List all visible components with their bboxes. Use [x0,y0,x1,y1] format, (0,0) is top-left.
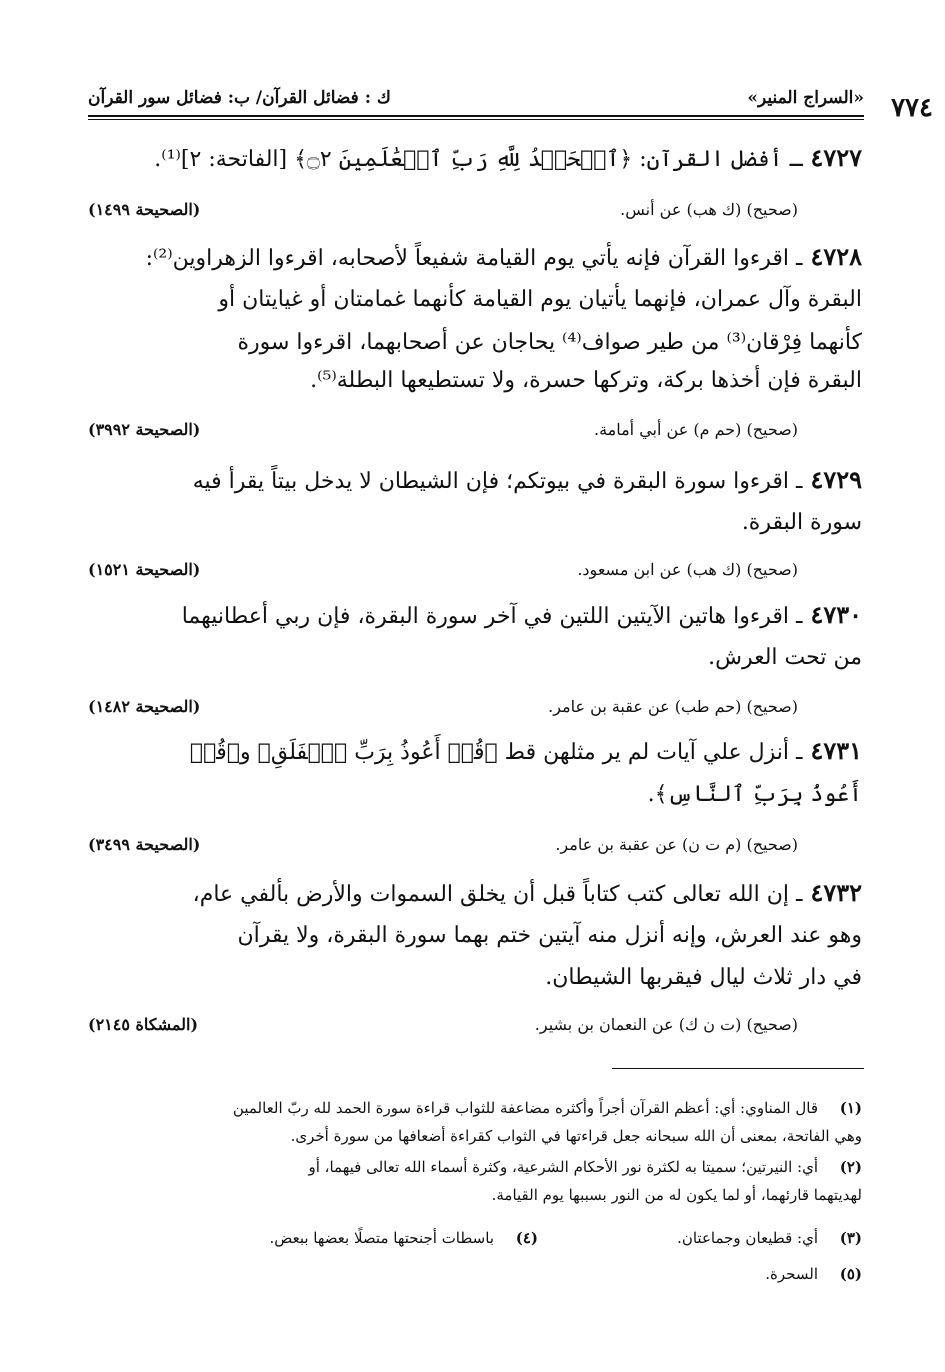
hadith-4728-source [88,420,798,439]
hadith-4730-line-2: من تحت العرش. [708,645,862,670]
hadith-number: ٤٧٣٢ [810,878,862,907]
hadith-4727-source [88,200,798,219]
footnote-mark: (٣) [839,1229,862,1247]
footnote-5-line [88,1262,862,1286]
footnote-text: قال المناوي: أي: أعظم القرآن أجراً وأكثره مضاعفة للثواب قراءة سورة الحمد لله ربّ العالمين [232,1099,818,1117]
footnote-mark: (٢) [839,1158,862,1176]
hadith-4730-line-1 [88,597,862,635]
hadith-4732-source [88,1015,798,1034]
footnote-mark: (١) [839,1099,862,1117]
hadith-number: ٤٧٢٨ [810,242,862,271]
hadith-text: ـ اقرءوا القرآن فإنه يأتي يوم القيامة شفيعاً لأصحابه، اقرءوا الزهراوين⁽²⁾: [145,246,803,271]
grading-source: (صحيح) (ك هب) عن أنس. [620,200,798,219]
reference: (الصحيحة ٣٩٩٢) [88,420,201,439]
hadith-4731-line-2: أَعُوذُ بِرَبِّ ٱلنَّاسِ﴾. [647,782,862,807]
hadith-4730-source [88,697,798,716]
reference: (الصحيحة ١٤٩٩) [88,200,201,219]
footnote-1-line-1 [88,1096,862,1120]
hadith-text: ـ إن الله تعالى كتب كتاباً قبل أن يخلق السموات والأرض بألفي عام، [192,882,803,907]
hadith-text: ـ أفضل القرآن: ﴿ٱلۡحَمۡدُ لِلَّهِ رَبِّ ٱلۡعَٰلَمِينَ ۝٢﴾ [الفاتحة: ٢]⁽¹⁾. [154,147,803,172]
footnote-mark: (٥) [839,1265,862,1283]
page-number: ٧٧٤ [891,93,933,123]
reference: (الصحيحة ٣٤٩٩) [88,835,201,854]
hadith-text: ـ أنزل علي آيات لم ير مثلهن قط ﴿قُلۡ أَعُوذُ بِرَبِّ ٱلۡفَلَقِ﴾ و﴿قُلۡ [189,740,803,765]
footnote-text: أي: قطيعان وجماعتان. [677,1229,818,1247]
footnote-2-line-2: لهديتهما قارئهما، أو لما يكون له من النور بسببها يوم القيامة. [491,1186,862,1204]
hadith-4732-line-1 [88,875,862,913]
hadith-4732-line-2: وهو عند العرش، وإنه أنزل منه آيتين ختم بهما سورة البقرة، ولا يقرآن [237,923,862,948]
hadith-text: ـ اقرءوا سورة البقرة في بيوتكم؛ فإن الشيطان لا يدخل بيتاً يقرأ فيه [192,469,803,494]
hadith-4728-line-2: البقرة وآل عمران، فإنهما يأتيان يوم القيامة كأنهما غمامتان أو غيايتان أو [218,287,862,312]
hadith-4729-line-2: سورة البقرة. [741,510,862,535]
hadith-4731-line-1 [88,733,862,771]
header-rule-thin [88,119,864,120]
footnote-text-4: باسطات أجنحتها متصلًا بعضها ببعض. [269,1229,494,1247]
hadith-4732-line-3: في دار ثلاث ليال فيقربها الشيطان. [545,965,862,990]
grading-source: (صحيح) (حم م) عن أبي أمامة. [594,420,798,439]
footnote-text: أي: النيرتين؛ سميتا به لكثرة نور الأحكام الشرعية، وكثرة أسماء الله تعالى فيهما، أو [308,1158,818,1176]
grading-source: (صحيح) (م ت ن) عن عقبة بن عامر. [555,835,798,854]
hadith-4729-line-1 [88,462,862,500]
footnote-1-line-2: وهي الفاتحة، بمعنى أن الله سبحانه جعل قراءتها في الثواب كقراءة أضعافها من سورة أخرى. [290,1127,862,1145]
grading-source: (صحيح) (حم طب) عن عقبة بن عامر. [548,697,798,716]
footnote-separator [612,1068,864,1069]
hadith-number: ٤٧٢٧ [810,143,862,172]
footnote-text: السحرة. [765,1265,818,1283]
hadith-4729-source [88,560,798,579]
hadith-number: ٤٧٣١ [810,736,862,765]
grading-source: (صحيح) (ك هب) عن ابن مسعود. [577,560,798,579]
hadith-4728-line-3: كأنهما فِرْقان⁽³⁾ من طير صواف⁽⁴⁾ يحاجان عن أصحابهما، اقرءوا سورة [237,330,862,355]
hadith-text: ـ اقرءوا هاتين الآيتين اللتين في آخر سورة البقرة، فإن ربي أعطانيهما [181,604,803,629]
grading-source: (صحيح) (ت ن ك) عن النعمان بن بشير. [534,1015,798,1034]
footnote-2-line-1 [88,1155,862,1179]
hadith-4727-line-1 [88,140,862,178]
reference: (المشكاة ٢١٤٥) [88,1015,199,1034]
hadith-number: ٤٧٢٩ [810,465,862,494]
hadith-4728-line-4: البقرة فإن أخذها بركة، وتركها حسرة، ولا تستطيعها البطلة⁽⁵⁾. [310,368,862,393]
hadith-4731-source [88,835,798,854]
running-header [88,82,864,114]
chapter-title: ك : فضائل القرآن/ ب: فضائل سور القرآن [88,88,391,108]
book-title: «السراج المنير» [747,88,864,108]
reference: (الصحيحة ١٤٨٢) [88,697,201,716]
hadith-number: ٤٧٣٠ [810,600,862,629]
reference: (الصحيحة ١٥٢١) [88,560,201,579]
hadith-4728-line-1 [88,239,862,277]
footnote-3-4-line [88,1226,862,1250]
header-rule [88,115,864,117]
footnote-mark-4: (٤) [515,1229,538,1247]
